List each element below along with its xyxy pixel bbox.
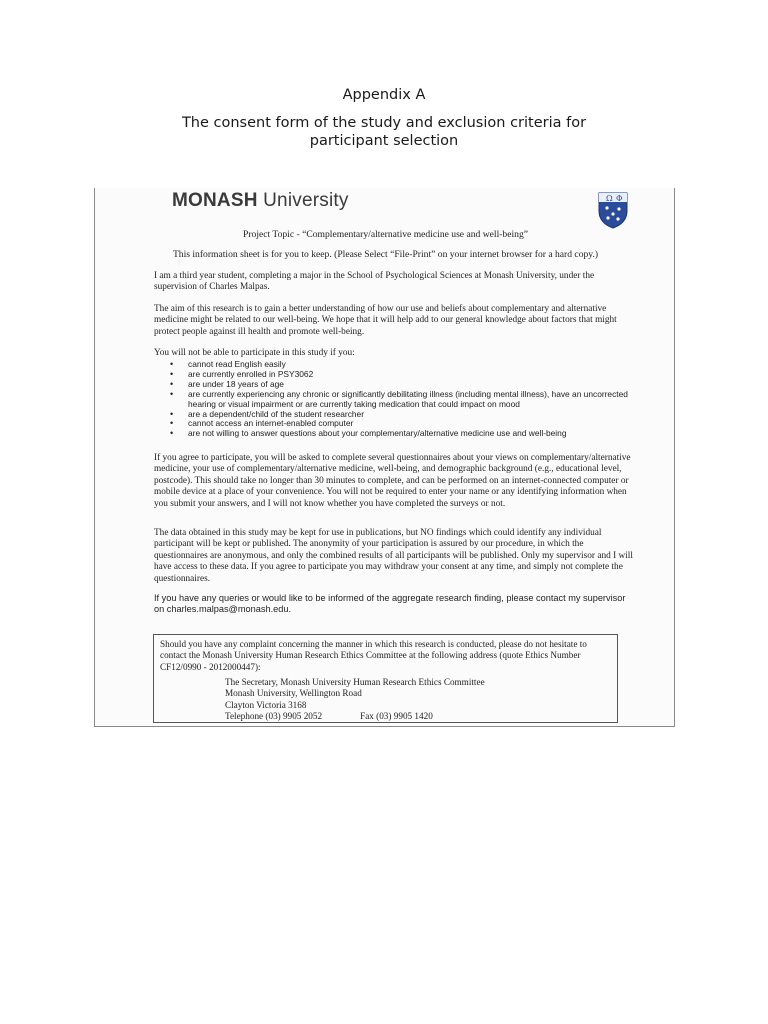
participation-paragraph: If you agree to participate, you will be asked to complete several questionnaires about your views on complementary/alternative medicine, your use of complementary/alternative medicine, well-being, and demographic background (e.g., educational level, postcode). This should take no longer than 30 minutes to complete, and can be performed on an internet-connected computer or mobile device at a place of your convenience. You will not be required to enter your name or any identifying information when you submit your answers, and I will not know whether you have completed the surveys or not. — [154, 453, 631, 509]
queries-paragraph: If you have any queries or would like to be informed of the aggregate research finding, please contact my supervisor on charles.malpas@monash.edu. — [154, 593, 626, 615]
ethics-committee-address — [225, 677, 605, 723]
svg-text:Ω: Ω — [606, 194, 613, 203]
list-item: • are a dependent/child of the student researcher — [170, 410, 640, 420]
list-item: • cannot read English easily — [170, 360, 640, 370]
address-line: Clayton Victoria 3168 — [225, 699, 307, 710]
appendix-title-line-1: The consent form of the study and exclusion criteria for — [181, 115, 587, 131]
list-item: • are under 18 years of age — [170, 380, 640, 390]
contact-line — [225, 711, 605, 722]
appendix-title-line-2: participant selection — [309, 133, 459, 149]
list-item: • cannot access an internet-enabled computer — [170, 419, 640, 429]
info-sheet-note: This information sheet is for you to keep. (Please Select “File-Print” on your internet browser for a hard copy.) — [172, 249, 599, 260]
fax: Fax (03) 9905 1420 — [360, 711, 433, 722]
list-item: • are currently enrolled in PSY3062 — [170, 370, 640, 380]
monash-logo: MONASH University — [172, 190, 349, 211]
list-item: • are not willing to answer questions about your complementary/alternative medicine use and well-being — [170, 429, 640, 439]
monash-crest-icon — [597, 191, 629, 229]
address-line: The Secretary, Monash University Human Research Ethics Committee — [225, 677, 485, 687]
exclusion-list — [170, 360, 640, 439]
project-topic: Project Topic - “Complementary/alternative medicine use and well-being” — [243, 229, 528, 240]
telephone: Telephone (03) 9905 2052 — [225, 711, 323, 722]
list-item: • are currently experiencing any chronic or significantly debilitating illness (including mental illness), have an uncorrected hearing or visual impairment or are currently taking medication that could impact on mood — [170, 390, 640, 410]
complaint-box — [153, 634, 618, 723]
appendix-label: Appendix A — [342, 87, 426, 103]
intro-paragraph: I am a third year student, completing a major in the School of Psychological Sciences at Monash University, under the supervision of Charles Malpas. — [154, 271, 595, 293]
svg-text:Φ: Φ — [616, 194, 623, 203]
address-line: Monash University, Wellington Road — [225, 688, 362, 699]
aim-paragraph: The aim of this research is to gain a better understanding of how our use and beliefs about complementary and alternative medicine might be related to our well-being. We hope that it will help add to our general knowledge about factors that might protect people against ill health and promote well-being. — [154, 304, 617, 337]
complaint-text: Should you have any complaint concerning the manner in which this research is conducted, please do not hesitate to contact the Monash University Human Research Ethics Committee at the following address (quote Ethics Number CF12/0990 - 2012000447): — [160, 639, 587, 672]
exclusion-intro: You will not be able to participate in this study if you: — [154, 348, 355, 358]
data-paragraph: The data obtained in this study may be kept for use in publications, but NO findings which could identify any individual participant will be kept or published. The anonymity of your participation is assured by our procedure, in which the questionnaires are anonymous, and only the combined results of all participants will be published. Only my supervisor and I will have access to these data. If you agree to participate you may withdraw your consent at any time, and simply not complete the questionnaires. — [154, 528, 633, 584]
consent-form-scan — [94, 188, 675, 727]
